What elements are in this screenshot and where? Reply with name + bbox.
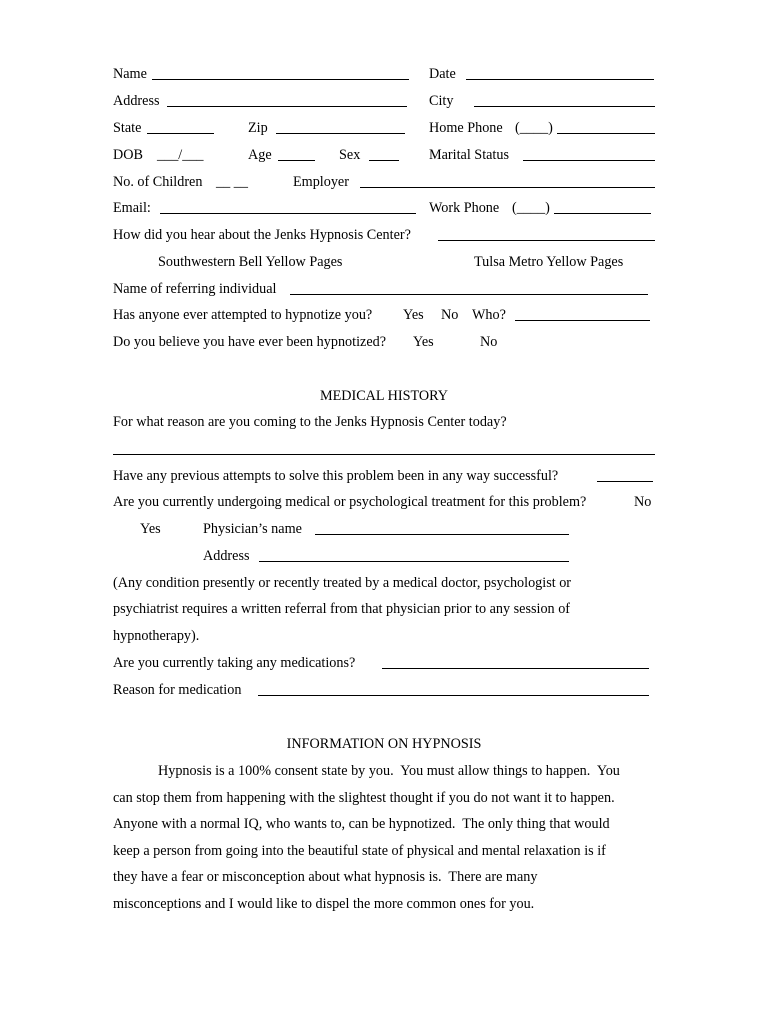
state-label: State (113, 120, 142, 136)
medical-history-heading: MEDICAL HISTORY (319, 388, 449, 404)
hypnotize-who-label: Who? (472, 307, 506, 323)
dob-label: DOB (113, 147, 143, 163)
info-paragraph-line: Anyone with a normal IQ, who wants to, can be hypnotized. The only thing that would (113, 816, 610, 832)
work-phone-area-code[interactable]: (____) (512, 200, 550, 216)
referral-note-line-2: psychiatrist requires a written referral from that physician prior to any session of (113, 601, 571, 617)
physician-address-label: Address (203, 548, 250, 564)
referring-label: Name of referring individual (113, 281, 277, 297)
physician-name-label: Physician’s name (203, 521, 302, 537)
marital-status-label: Marital Status (429, 147, 509, 163)
reason-medication-field[interactable] (258, 695, 649, 696)
hypnotize-question: Has anyone ever attempted to hypnotize you? (113, 307, 373, 323)
information-heading: INFORMATION ON HYPNOSIS (286, 736, 482, 752)
children-label: No. of Children (113, 174, 203, 190)
work-phone-field[interactable] (554, 213, 651, 214)
sex-field[interactable] (369, 160, 399, 161)
city-field[interactable] (474, 106, 655, 107)
hypnotize-who-field[interactable] (515, 320, 650, 321)
marital-status-field[interactable] (523, 160, 655, 161)
reason-question: For what reason are you coming to the Jenks Hypnosis Center today? (113, 414, 507, 430)
heard-field[interactable] (438, 240, 655, 241)
age-field[interactable] (278, 160, 315, 161)
believe-yes-option[interactable]: Yes (413, 334, 434, 350)
believe-no-option[interactable]: No (480, 334, 498, 350)
email-label: Email: (113, 200, 151, 216)
option-tulsa-metro[interactable]: Tulsa Metro Yellow Pages (474, 254, 624, 270)
reason-medication-label: Reason for medication (113, 682, 242, 698)
home-phone-area-code[interactable]: (____) (515, 120, 553, 136)
name-label: Name (113, 66, 147, 82)
info-paragraph-line: keep a person from going into the beautiful state of physical and mental relaxation is if (113, 843, 606, 859)
date-field[interactable] (466, 79, 654, 80)
medications-field[interactable] (382, 668, 649, 669)
employer-field[interactable] (360, 187, 655, 188)
info-paragraph-line: can stop them from happening with the slightest thought if you do not want it to happen. (113, 790, 615, 806)
hypnotize-yes-option[interactable]: Yes (403, 307, 424, 323)
sex-label: Sex (339, 147, 361, 163)
email-field[interactable] (160, 213, 416, 214)
zip-field[interactable] (276, 133, 405, 134)
hypnotize-no-option[interactable]: No (441, 307, 459, 323)
zip-label: Zip (248, 120, 268, 136)
name-field[interactable] (152, 79, 409, 80)
date-label: Date (429, 66, 456, 82)
believe-question: Do you believe you have ever been hypnotized? (113, 334, 387, 350)
heard-question: How did you hear about the Jenks Hypnosis Center? (113, 227, 411, 243)
city-label: City (429, 93, 454, 109)
treatment-yes-option[interactable]: Yes (140, 521, 161, 537)
age-label: Age (248, 147, 272, 163)
info-paragraph-line: they have a fear or misconception about what hypnosis is. There are many (113, 869, 538, 885)
reason-field[interactable] (113, 454, 655, 455)
referring-field[interactable] (290, 294, 648, 295)
previous-attempts-field[interactable] (597, 481, 653, 482)
address-field[interactable] (167, 106, 407, 107)
medications-question: Are you currently taking any medications? (113, 655, 356, 671)
children-field[interactable]: __ __ (216, 174, 248, 190)
dob-field[interactable]: ___/___ (157, 147, 204, 163)
work-phone-label: Work Phone (429, 200, 500, 216)
referral-note-line-1: (Any condition presently or recently treated by a medical doctor, psychologist or (113, 575, 572, 591)
treatment-no-option[interactable]: No (634, 494, 652, 510)
address-label: Address (113, 93, 160, 109)
info-paragraph-line: Hypnosis is a 100% consent state by you. You must allow things to happen. You (158, 763, 620, 779)
employer-label: Employer (293, 174, 349, 190)
previous-attempts-question: Have any previous attempts to solve this problem been in any way successful? (113, 468, 559, 484)
physician-name-field[interactable] (315, 534, 569, 535)
home-phone-label: Home Phone (429, 120, 503, 136)
option-southwestern-bell[interactable]: Southwestern Bell Yellow Pages (158, 254, 343, 270)
state-field[interactable] (147, 133, 214, 134)
home-phone-field[interactable] (557, 133, 655, 134)
referral-note-line-3: hypnotherapy). (113, 628, 200, 644)
info-paragraph-line: misconceptions and I would like to dispel the more common ones for you. (113, 896, 535, 912)
treatment-question: Are you currently undergoing medical or psychological treatment for this problem? (113, 494, 587, 510)
physician-address-field[interactable] (259, 561, 569, 562)
